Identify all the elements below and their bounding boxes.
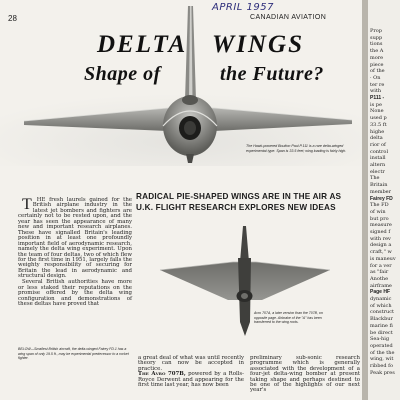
next-page-line: but pro xyxy=(370,215,389,222)
next-page-line: used p xyxy=(370,115,387,122)
right-paragraph: preliminary sub-sonic research programme which is generally associated with the development of a four-jet delta-wing bomber at present taking shape and perhaps destined to be one of the highlights of our next year's xyxy=(250,355,360,394)
next-page-line: with xyxy=(370,88,382,95)
photo-left-caption: BELOW—Smallest British aircraft, the delta-winged Fairey FD.1 has a wing span of only 19.5 ft., may be experimental predecessor to a rocket fighter. xyxy=(18,347,129,360)
body-column-middle xyxy=(138,356,244,388)
next-page-line: operated xyxy=(370,342,393,349)
next-page-line: of win xyxy=(370,208,386,215)
next-page-line: more xyxy=(370,54,384,61)
page-number: 28 xyxy=(8,14,17,23)
body-paragraph-1: HE fresh laurels gained for the British airplane industry in the latest jet bombers and fighters are certainly not to be rested upon, and the year has seen the appearance of many new and important research airplanes. These have signalled Britain's leading position in at least one profoundly important field of aerodynamic research, namely the delta wing experiment. Upon the team of four deltas, two of which flew for the first time in 1951, largely falls the weighty responsibility of securing for Britain the lead in aerodynamic and structural design. xyxy=(18,197,132,280)
next-page-line: of which xyxy=(370,302,392,309)
next-page-line: highe xyxy=(370,128,385,135)
next-page-line: 33.5 ft xyxy=(370,121,387,128)
next-page-line: Fairey FD xyxy=(370,195,393,202)
next-page-line: ribbed fo xyxy=(370,363,394,369)
middle-paragraph-1: a great deal of what was until recently theory can now be accepted in practice. xyxy=(138,355,244,372)
next-page-line: with rev xyxy=(370,235,391,242)
next-page-line: None xyxy=(370,108,384,115)
next-page-line: Peak pres xyxy=(370,369,395,376)
next-page-line: Page HF xyxy=(370,289,391,296)
next-page-line: Sea-hig xyxy=(370,336,390,343)
next-page-line: is pe xyxy=(370,101,382,108)
title-delta: DELTA xyxy=(97,31,188,58)
subheading: RADICAL PIE-SHAPED WINGS ARE IN THE AIR AS U.K. FLIGHT RESEARCH EXPLORES NEW IDEAS xyxy=(136,192,342,212)
next-page-line: measure xyxy=(370,222,392,229)
avro-tail-fin xyxy=(240,226,249,262)
next-page-line: airframe xyxy=(370,282,392,289)
next-page-line: of the xyxy=(370,68,385,75)
next-page-line: wing, wit xyxy=(370,356,394,363)
next-page-line: for a ver xyxy=(370,262,392,269)
next-page-line: supp xyxy=(370,34,383,41)
next-page-line: craft," w xyxy=(370,249,392,256)
next-page-line: of the the xyxy=(370,349,395,356)
title-shape-of: Shape of xyxy=(84,63,161,85)
next-page-line: as "fair xyxy=(370,269,389,276)
handwritten-date: APRIL 1957 xyxy=(212,2,274,13)
next-page-line: the A xyxy=(370,48,384,55)
next-page-edge xyxy=(368,0,400,400)
next-page-line: marine fi xyxy=(370,322,393,329)
next-page-line: delta xyxy=(370,135,383,142)
next-page-line: P111 - xyxy=(370,95,385,101)
next-page-line: altern xyxy=(370,162,386,168)
next-page-line: signed f xyxy=(370,229,391,235)
next-page-line: Blackbur xyxy=(370,316,393,323)
photo2-caption: Avro 707A, a later version than the 707B, on opposite page. Airbrake of the "A" has been transferred to the wing roots. xyxy=(254,311,323,324)
middle-lead-in: The Avro 707B, xyxy=(138,371,186,378)
next-page-line: piece xyxy=(370,61,384,68)
photo1-caption: The Hawk-powered Boulton Paul P.111 is a rare delta-winged experimental type. Span is 33.5 feet; wing loading is fairly high. xyxy=(246,144,347,153)
middle-paragraph-2: powered by a Rolls-Royce Derwent and appearing for the first time last year, has now been xyxy=(138,371,244,389)
next-page-line: The xyxy=(370,175,380,182)
next-page-line: design a xyxy=(370,242,392,249)
next-page-line: electr xyxy=(370,168,385,175)
next-page-line: construct xyxy=(370,309,395,316)
next-page-line: install xyxy=(370,155,386,162)
next-page-line: Anothe xyxy=(370,275,389,282)
title-wings: WINGS xyxy=(212,31,304,58)
body-column-right xyxy=(250,356,360,394)
next-page-line: be direct xyxy=(370,329,393,336)
next-page-line: control xyxy=(370,148,389,155)
next-page-line: tions xyxy=(370,41,383,48)
next-page-line: Britain xyxy=(370,182,388,189)
magazine-name: CANADIAN AVIATION xyxy=(250,14,327,21)
next-page-line: ter re xyxy=(370,81,385,88)
next-page-line: Prop xyxy=(370,28,382,34)
next-page-line: rior of xyxy=(370,141,386,148)
title-the-future: the Future? xyxy=(220,63,324,85)
next-page-line: is maneuv xyxy=(370,255,396,262)
next-page-line: dynamic xyxy=(370,296,392,302)
body-paragraph-2: Several British authorities have more or less staked their reputations on the promise offered by the delta wing configuration and demonstrations of these deltas have proved that xyxy=(18,279,132,308)
next-page-line: member xyxy=(370,188,391,195)
next-page-line: The FD xyxy=(370,202,389,209)
next-page-line: · On xyxy=(370,74,381,81)
drop-cap: T xyxy=(22,196,32,213)
